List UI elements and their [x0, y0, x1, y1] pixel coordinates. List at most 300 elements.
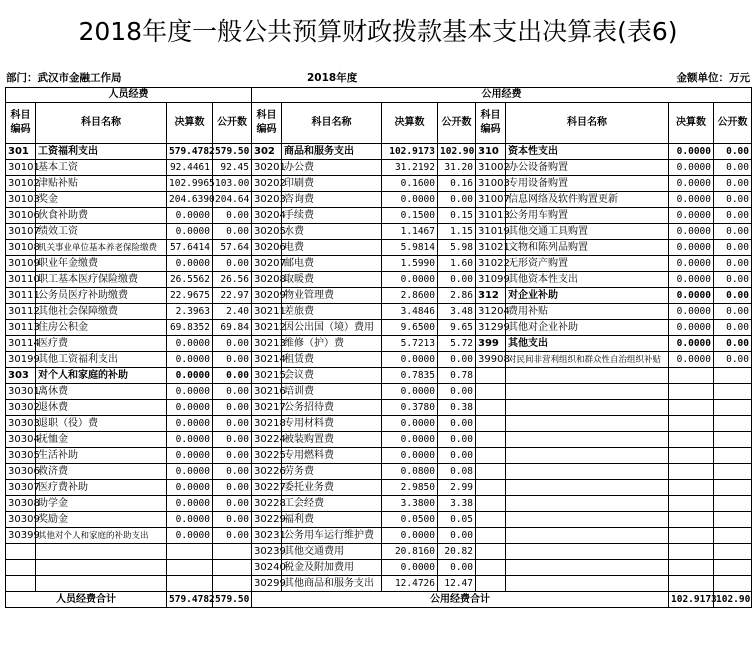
public-total-public: 102.90	[714, 592, 752, 608]
cell-code: 30201	[252, 160, 282, 176]
cell-public: 22.97	[213, 288, 252, 304]
cell-final: 92.4461	[167, 160, 213, 176]
cell-name: 抚恤金	[36, 432, 167, 448]
cell-public: 0.00	[213, 480, 252, 496]
cell-final: 0.1600	[382, 176, 438, 192]
cell-public: 579.50	[213, 144, 252, 160]
cell-name: 住房公积金	[36, 320, 167, 336]
cell-name: 差旅费	[282, 304, 382, 320]
cell-final: 0.0000	[669, 288, 714, 304]
cell-final: 69.8352	[167, 320, 213, 336]
table-row	[6, 336, 752, 352]
cell-public	[714, 512, 752, 528]
cell-code: 30114	[6, 336, 36, 352]
cell-final: 20.8160	[382, 544, 438, 560]
cell-public: 92.45	[213, 160, 252, 176]
cell-final: 0.0000	[669, 224, 714, 240]
cell-final: 0.0000	[167, 208, 213, 224]
cell-code: 312	[476, 288, 506, 304]
cell-name: 劳务费	[282, 464, 382, 480]
expenditure-table	[5, 87, 752, 608]
cell-code: 30213	[252, 336, 282, 352]
cell-code: 30240	[252, 560, 282, 576]
cell-code: 30229	[252, 512, 282, 528]
cell-name: 退休费	[36, 400, 167, 416]
cell-name	[506, 448, 669, 464]
table-row	[6, 352, 752, 368]
cell-final	[669, 464, 714, 480]
cell-final: 9.6500	[382, 320, 438, 336]
cell-final: 12.4726	[382, 576, 438, 592]
cell-public: 0.00	[714, 224, 752, 240]
cell-final: 0.0000	[669, 160, 714, 176]
cell-final: 0.0000	[167, 384, 213, 400]
cell-code: 31099	[476, 272, 506, 288]
cell-public: 0.00	[438, 416, 476, 432]
cell-name	[506, 560, 669, 576]
cell-code: 30113	[6, 320, 36, 336]
cell-final: 0.0000	[669, 144, 714, 160]
cell-final	[167, 560, 213, 576]
cell-name: 工资福利支出	[36, 144, 167, 160]
cell-code: 30110	[6, 272, 36, 288]
cell-public: 0.00	[438, 272, 476, 288]
cell-public: 5.72	[438, 336, 476, 352]
cell-name: 维修（护）费	[282, 336, 382, 352]
cell-public	[714, 416, 752, 432]
col-code-header: 科目编码	[476, 103, 506, 144]
cell-name	[506, 496, 669, 512]
cell-name	[506, 416, 669, 432]
table-row	[6, 400, 752, 416]
cell-public: 69.84	[213, 320, 252, 336]
cell-code	[476, 496, 506, 512]
cell-code: 39908	[476, 352, 506, 368]
cell-public: 0.00	[714, 288, 752, 304]
cell-code: 31013	[476, 208, 506, 224]
cell-code	[476, 416, 506, 432]
cell-final: 0.0000	[167, 512, 213, 528]
table-row	[6, 464, 752, 480]
cell-name: 水费	[282, 224, 382, 240]
cell-name: 费用补贴	[506, 304, 669, 320]
table-row	[6, 240, 752, 256]
cell-name: 取暖费	[282, 272, 382, 288]
cell-final	[669, 432, 714, 448]
cell-code: 30231	[252, 528, 282, 544]
cell-public: 0.00	[438, 528, 476, 544]
cell-public: 0.00	[714, 240, 752, 256]
cell-public: 5.98	[438, 240, 476, 256]
cell-public: 0.00	[213, 336, 252, 352]
col-public-header: 公开数	[213, 103, 252, 144]
col-final-header: 决算数	[167, 103, 213, 144]
cell-code	[476, 512, 506, 528]
cell-code: 31204	[476, 304, 506, 320]
cell-final	[669, 384, 714, 400]
cell-code: 30107	[6, 224, 36, 240]
cell-public: 0.38	[438, 400, 476, 416]
cell-final: 0.0000	[382, 384, 438, 400]
cell-code: 30303	[6, 416, 36, 432]
cell-final: 0.0000	[669, 320, 714, 336]
cell-name: 公务用车运行维护费	[282, 528, 382, 544]
cell-name: 绩效工资	[36, 224, 167, 240]
table-row	[6, 272, 752, 288]
col-public-header: 公开数	[438, 103, 476, 144]
cell-final: 0.0000	[382, 448, 438, 464]
cell-name	[506, 544, 669, 560]
cell-name: 公务用车购置	[506, 208, 669, 224]
cell-name: 咨询费	[282, 192, 382, 208]
cell-public: 0.00	[213, 464, 252, 480]
cell-final: 0.0000	[167, 528, 213, 544]
cell-public: 0.08	[438, 464, 476, 480]
cell-name: 专用设备购置	[506, 176, 669, 192]
cell-public: 0.05	[438, 512, 476, 528]
cell-name: 公务员医疗补助缴费	[36, 288, 167, 304]
cell-code: 30106	[6, 208, 36, 224]
personnel-total-public: 579.50	[213, 592, 252, 608]
personnel-total-label: 人员经费合计	[6, 592, 167, 608]
cell-public: 0.00	[213, 208, 252, 224]
cell-final: 0.0000	[167, 336, 213, 352]
col-name-header: 科目名称	[36, 103, 167, 144]
cell-name: 信息网络及软件购置更新	[506, 192, 669, 208]
cell-code: 30102	[6, 176, 36, 192]
cell-code: 30199	[6, 352, 36, 368]
cell-name: 租赁费	[282, 352, 382, 368]
cell-final: 0.0000	[167, 464, 213, 480]
cell-final	[669, 576, 714, 592]
cell-final: 1.1467	[382, 224, 438, 240]
cell-name: 会议费	[282, 368, 382, 384]
cell-name: 其他商品和服务支出	[282, 576, 382, 592]
cell-name: 其他工资福利支出	[36, 352, 167, 368]
cell-code: 30209	[252, 288, 282, 304]
cell-name: 医疗费补助	[36, 480, 167, 496]
cell-code: 30399	[6, 528, 36, 544]
public-total-final: 102.9173	[669, 592, 714, 608]
table-row	[6, 528, 752, 544]
cell-final: 0.7835	[382, 368, 438, 384]
cell-name: 培训费	[282, 384, 382, 400]
cell-public	[714, 544, 752, 560]
cell-final: 1.5990	[382, 256, 438, 272]
cell-public: 1.60	[438, 256, 476, 272]
cell-public: 0.00	[213, 384, 252, 400]
cell-name: 对企业补助	[506, 288, 669, 304]
cell-final: 0.0000	[382, 416, 438, 432]
cell-final: 204.6390	[167, 192, 213, 208]
cell-final	[167, 544, 213, 560]
table-row	[6, 192, 752, 208]
cell-name: 其他资本性支出	[506, 272, 669, 288]
table-row	[6, 432, 752, 448]
cell-code: 30103	[6, 192, 36, 208]
cell-code: 30228	[252, 496, 282, 512]
cell-code: 30239	[252, 544, 282, 560]
cell-public: 2.99	[438, 480, 476, 496]
cell-public	[714, 448, 752, 464]
cell-code: 30202	[252, 176, 282, 192]
cell-public: 0.00	[714, 192, 752, 208]
cell-final: 0.0800	[382, 464, 438, 480]
cell-name	[506, 368, 669, 384]
cell-name: 物业管理费	[282, 288, 382, 304]
cell-code	[6, 576, 36, 592]
cell-final: 0.0000	[669, 208, 714, 224]
cell-name: 其他对企业补助	[506, 320, 669, 336]
cell-public: 0.00	[213, 368, 252, 384]
cell-code: 30207	[252, 256, 282, 272]
cell-code	[6, 560, 36, 576]
table-row	[6, 304, 752, 320]
cell-name: 奖金	[36, 192, 167, 208]
cell-code: 30212	[252, 320, 282, 336]
cell-public: 0.00	[213, 448, 252, 464]
cell-name: 生活补助	[36, 448, 167, 464]
cell-name	[506, 480, 669, 496]
cell-final: 0.0000	[669, 256, 714, 272]
cell-name: 医疗费	[36, 336, 167, 352]
cell-final: 2.9850	[382, 480, 438, 496]
cell-code: 31021	[476, 240, 506, 256]
cell-name: 公务招待费	[282, 400, 382, 416]
cell-code: 30218	[252, 416, 282, 432]
cell-code: 30225	[252, 448, 282, 464]
cell-name	[36, 544, 167, 560]
cell-name: 工会经费	[282, 496, 382, 512]
cell-public: 0.00	[213, 512, 252, 528]
cell-final: 0.0000	[382, 352, 438, 368]
cell-public: 0.00	[438, 560, 476, 576]
cell-final	[669, 480, 714, 496]
table-row	[6, 576, 752, 592]
cell-final	[669, 544, 714, 560]
cell-name: 专用材料费	[282, 416, 382, 432]
col-name-header: 科目名称	[506, 103, 669, 144]
cell-name: 对民间非营利组织和群众性自治组织补贴	[506, 352, 669, 368]
table-row	[6, 448, 752, 464]
cell-name: 职工基本医疗保险缴费	[36, 272, 167, 288]
cell-final	[669, 512, 714, 528]
table-row	[6, 416, 752, 432]
cell-code: 30301	[6, 384, 36, 400]
department-label: 部门：武汉市金融工作局	[6, 72, 122, 84]
cell-final: 5.9814	[382, 240, 438, 256]
cell-code: 30112	[6, 304, 36, 320]
cell-final: 0.0000	[669, 272, 714, 288]
cell-final: 0.0500	[382, 512, 438, 528]
cell-code: 30206	[252, 240, 282, 256]
cell-final: 3.3800	[382, 496, 438, 512]
cell-name: 职业年金缴费	[36, 256, 167, 272]
cell-final: 0.0000	[669, 336, 714, 352]
cell-name: 救济费	[36, 464, 167, 480]
cell-code: 30227	[252, 480, 282, 496]
cell-name: 福利费	[282, 512, 382, 528]
cell-public: 2.86	[438, 288, 476, 304]
cell-name: 其他交通费用	[282, 544, 382, 560]
cell-name: 文物和陈列品购置	[506, 240, 669, 256]
cell-final: 579.4782	[167, 144, 213, 160]
column-header-row	[6, 103, 752, 144]
cell-public	[714, 464, 752, 480]
cell-code: 30111	[6, 288, 36, 304]
cell-code	[6, 544, 36, 560]
table-row	[6, 256, 752, 272]
cell-final: 0.0000	[167, 352, 213, 368]
cell-code: 30304	[6, 432, 36, 448]
cell-public: 103.00	[213, 176, 252, 192]
cell-name: 基本工资	[36, 160, 167, 176]
cell-public: 0.00	[714, 256, 752, 272]
cell-name: 办公费	[282, 160, 382, 176]
cell-final	[669, 560, 714, 576]
cell-public	[213, 544, 252, 560]
cell-final: 0.0000	[167, 400, 213, 416]
cell-name	[506, 400, 669, 416]
cell-public: 3.38	[438, 496, 476, 512]
table-row	[6, 480, 752, 496]
cell-name: 助学金	[36, 496, 167, 512]
cell-final: 0.0000	[167, 496, 213, 512]
cell-public: 0.00	[213, 416, 252, 432]
cell-public: 0.00	[438, 352, 476, 368]
cell-public: 0.00	[438, 384, 476, 400]
cell-code: 30309	[6, 512, 36, 528]
cell-code: 31003	[476, 176, 506, 192]
cell-code	[476, 368, 506, 384]
cell-public: 0.78	[438, 368, 476, 384]
cell-public: 102.90	[438, 144, 476, 160]
cell-name: 委托业务费	[282, 480, 382, 496]
cell-code: 30203	[252, 192, 282, 208]
cell-name: 商品和服务支出	[282, 144, 382, 160]
cell-final	[669, 448, 714, 464]
cell-public: 1.15	[438, 224, 476, 240]
cell-code: 31019	[476, 224, 506, 240]
cell-name: 奖励金	[36, 512, 167, 528]
cell-final: 57.6414	[167, 240, 213, 256]
cell-name: 手续费	[282, 208, 382, 224]
cell-code: 30205	[252, 224, 282, 240]
cell-code: 30204	[252, 208, 282, 224]
cell-public	[714, 560, 752, 576]
report-title: 2018年度一般公共预算财政拨款基本支出决算表(表6)	[78, 17, 678, 46]
cell-code: 30308	[6, 496, 36, 512]
cell-code: 399	[476, 336, 506, 352]
group-header-row	[6, 88, 752, 103]
col-name-header: 科目名称	[282, 103, 382, 144]
cell-name	[506, 432, 669, 448]
cell-final: 26.5562	[167, 272, 213, 288]
cell-code: 30302	[6, 400, 36, 416]
cell-code: 30216	[252, 384, 282, 400]
cell-final: 0.0000	[382, 432, 438, 448]
cell-public	[714, 400, 752, 416]
cell-public: 2.40	[213, 304, 252, 320]
cell-public: 20.82	[438, 544, 476, 560]
cell-public: 0.00	[714, 144, 752, 160]
cell-code: 303	[6, 368, 36, 384]
cell-code	[476, 400, 506, 416]
group-public: 公用经费	[252, 88, 752, 103]
cell-name: 资本性支出	[506, 144, 669, 160]
col-public-header: 公开数	[714, 103, 752, 144]
cell-code: 302	[252, 144, 282, 160]
cell-final: 22.9675	[167, 288, 213, 304]
cell-final: 0.1500	[382, 208, 438, 224]
cell-public	[213, 560, 252, 576]
cell-final: 0.0000	[167, 416, 213, 432]
cell-code: 310	[476, 144, 506, 160]
col-final-header: 决算数	[669, 103, 714, 144]
table-row	[6, 560, 752, 576]
cell-code: 30211	[252, 304, 282, 320]
cell-code: 30101	[6, 160, 36, 176]
cell-code	[476, 560, 506, 576]
cell-public: 26.56	[213, 272, 252, 288]
cell-code: 31002	[476, 160, 506, 176]
cell-code: 30306	[6, 464, 36, 480]
cell-name: 津贴补贴	[36, 176, 167, 192]
cell-public: 0.00	[213, 400, 252, 416]
cell-final	[167, 576, 213, 592]
cell-final: 3.4846	[382, 304, 438, 320]
cell-code: 30208	[252, 272, 282, 288]
cell-final: 0.0000	[382, 560, 438, 576]
cell-name: 因公出国（境）费用	[282, 320, 382, 336]
cell-code: 30215	[252, 368, 282, 384]
cell-final: 0.0000	[669, 176, 714, 192]
cell-public	[213, 576, 252, 592]
cell-public: 0.00	[714, 352, 752, 368]
cell-public	[714, 432, 752, 448]
cell-name	[506, 384, 669, 400]
cell-public: 0.00	[438, 448, 476, 464]
table-row	[6, 384, 752, 400]
cell-name	[506, 528, 669, 544]
cell-final	[669, 368, 714, 384]
cell-name: 印刷费	[282, 176, 382, 192]
cell-final: 0.0000	[167, 224, 213, 240]
cell-final: 0.0000	[669, 304, 714, 320]
col-code-header: 科目编码	[252, 103, 282, 144]
table-row	[6, 512, 752, 528]
table-row	[6, 144, 752, 160]
cell-name: 无形资产购置	[506, 256, 669, 272]
table-row	[6, 320, 752, 336]
personnel-total-final: 579.4782	[167, 592, 213, 608]
table-row	[6, 208, 752, 224]
cell-code	[476, 480, 506, 496]
cell-code: 30305	[6, 448, 36, 464]
cell-code	[476, 432, 506, 448]
cell-name: 其他支出	[506, 336, 669, 352]
cell-name: 电费	[282, 240, 382, 256]
cell-code: 30307	[6, 480, 36, 496]
cell-code	[476, 448, 506, 464]
cell-code	[476, 576, 506, 592]
cell-public	[714, 384, 752, 400]
cell-public: 0.00	[714, 304, 752, 320]
cell-code: 30226	[252, 464, 282, 480]
cell-name	[506, 512, 669, 528]
cell-name	[506, 464, 669, 480]
cell-public	[714, 480, 752, 496]
